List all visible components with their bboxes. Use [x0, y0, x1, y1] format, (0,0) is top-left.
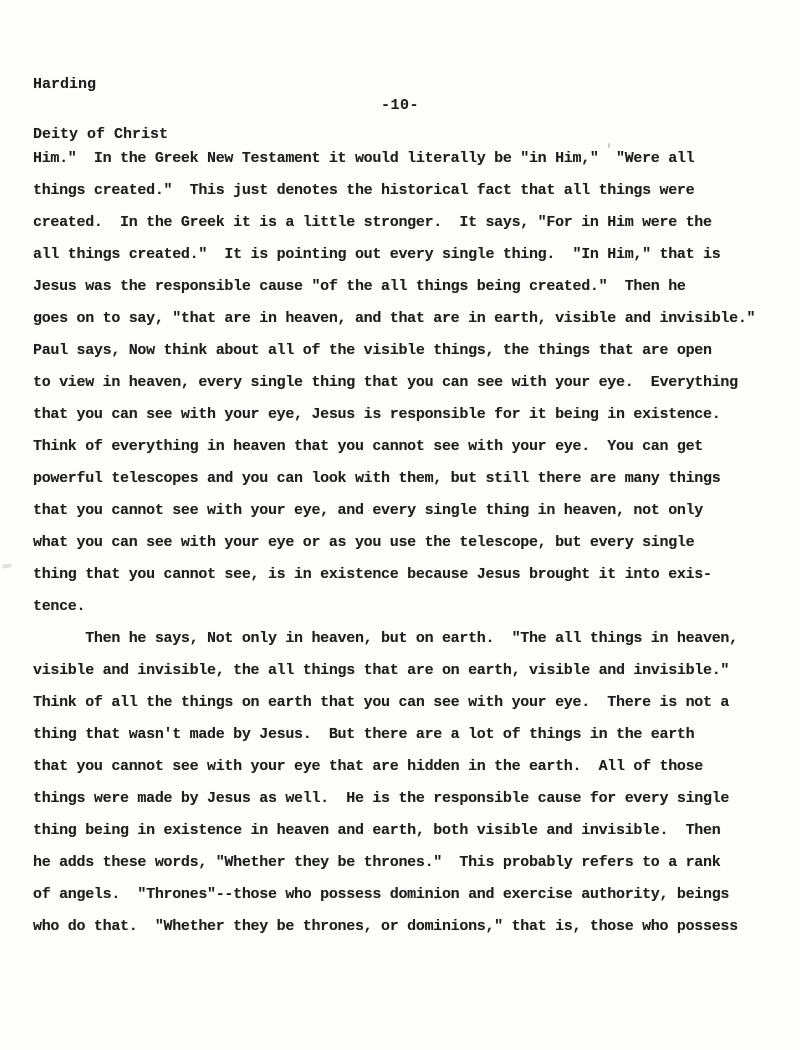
- typewritten-line: thing that wasn't made by Jesus. But there are a lot of things in the earth: [33, 726, 695, 743]
- typewritten-line: to view in heaven, every single thing that you can see with your eye. Everything: [33, 374, 738, 391]
- header-author: Harding: [33, 76, 97, 93]
- typewritten-line: Him." In the Greek New Testament it would literally be "in Him," "Were all: [33, 150, 695, 167]
- typewritten-line: tence.: [33, 598, 86, 615]
- typewritten-line: Think of all the things on earth that you can see with your eye. There is not a: [33, 694, 730, 711]
- typewritten-line: that you can see with your eye, Jesus is responsible for it being in existence.: [33, 406, 721, 423]
- typewritten-line: visible and invisible, the all things that are on earth, visible and invisible.": [33, 662, 730, 679]
- typewritten-line: that you cannot see with your eye that are hidden in the earth. All of those: [33, 758, 704, 775]
- header-title: Deity of Christ: [33, 125, 169, 143]
- typewritten-line: what you can see with your eye or as you use the telescope, but every single: [33, 534, 695, 551]
- typewritten-line: things were made by Jesus as well. He is the responsible cause for every single: [33, 790, 730, 807]
- typewritten-line: goes on to say, "that are in heaven, and that are in earth, visible and invisible.": [33, 310, 756, 327]
- typewritten-line: of angels. "Thrones"--those who possess dominion and exercise authority, beings: [33, 886, 730, 903]
- typewritten-line: thing that you cannot see, is in existence because Jesus brought it into exis-: [33, 566, 712, 583]
- typewritten-line: he adds these words, "Whether they be thrones." This probably refers to a rank: [33, 854, 721, 871]
- typewritten-line: Paul says, Now think about all of the visible things, the things that are open: [33, 342, 712, 359]
- document-body: [33, 143, 788, 943]
- typewritten-line: things created." This just denotes the historical fact that all things were: [33, 182, 695, 199]
- typewritten-line: who do that. "Whether they be thrones, or dominions," that is, those who possess: [33, 918, 738, 935]
- typewritten-line: Think of everything in heaven that you cannot see with your eye. You can get: [33, 438, 704, 455]
- page-number: -10-: [380, 97, 419, 114]
- typewritten-line: all things created." It is pointing out every single thing. "In Him," that is: [33, 246, 721, 263]
- typewritten-line: Jesus was the responsible cause "of the all things being created." Then he: [33, 278, 686, 295]
- scan-tick-artifact: [608, 143, 610, 148]
- typewritten-line: Then he says, Not only in heaven, but on earth. "The all things in heaven,: [33, 630, 738, 647]
- typewritten-line: created. In the Greek it is a little stronger. It says, "For in Him were the: [33, 214, 712, 231]
- scan-smudge-artifact: [2, 563, 12, 568]
- typewritten-line: thing being in existence in heaven and earth, both visible and invisible. Then: [33, 822, 721, 839]
- typewritten-line: powerful telescopes and you can look with them, but still there are many things: [33, 470, 721, 487]
- typewritten-line: that you cannot see with your eye, and every single thing in heaven, not only: [33, 502, 704, 519]
